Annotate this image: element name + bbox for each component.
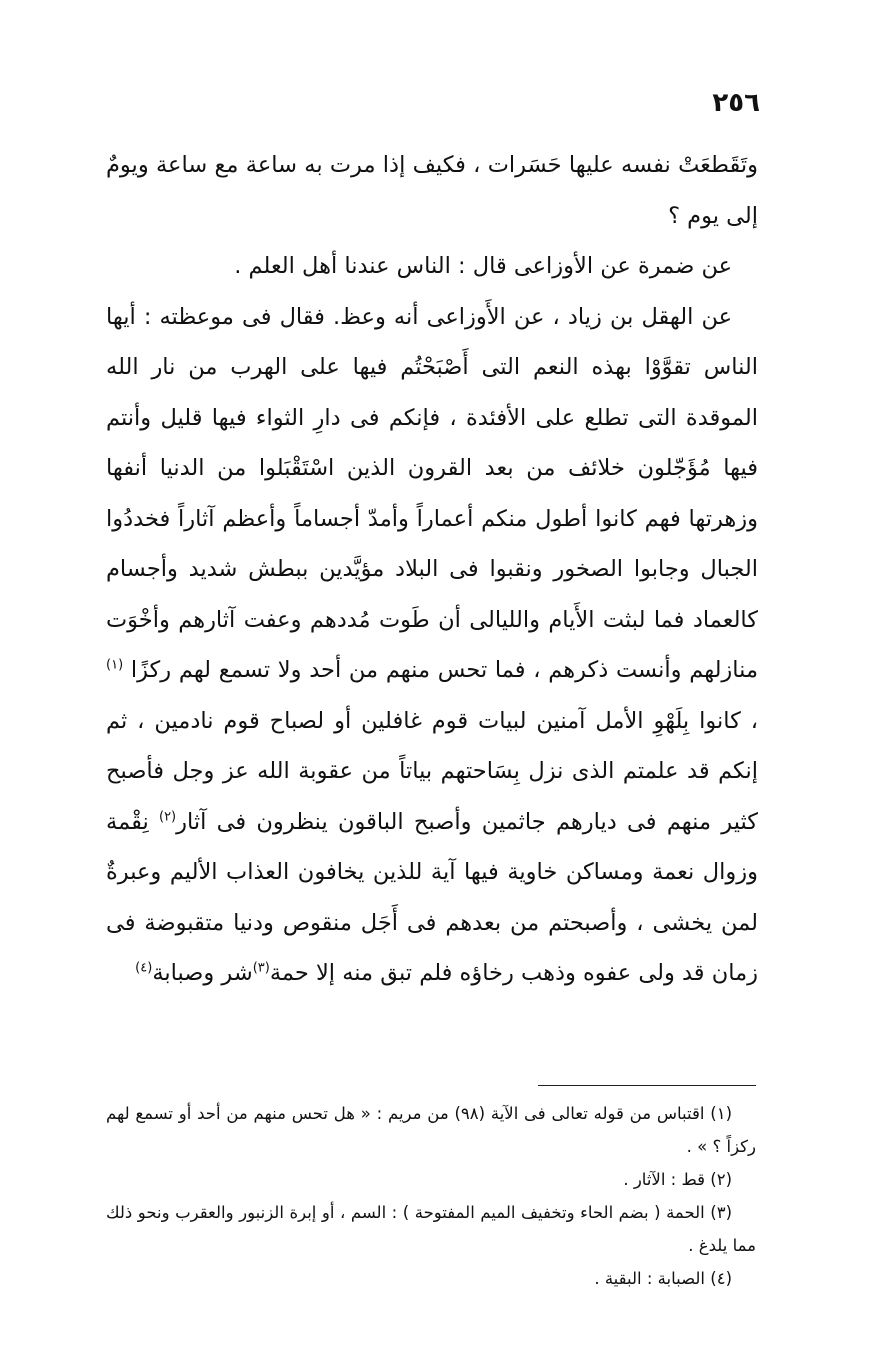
footnote-separator [538,1085,756,1086]
main-text [106,140,758,999]
footnote-ref: (٢) [158,809,177,824]
footnote-ref: (١) [106,657,124,673]
sermon-text: نِقْمة وزوال نعمة ومساكن خاوية فيها آية للذين يخافون العذاب الأليم وعبرةٌ لمن يخشى ، وأصبحتم من بعدهم فى أَجَل منقوص ودنيا متقبوضة فى زمان قد ولى عفوه وذهب رخاؤه فلم تبق منه إلا حمة [106,808,758,986]
sermon-text: عن الهقل بن زياد ، عن الأَوزاعى أنه وعظ. فقال فى موعظته : أيها الناس تقوَّوْا بهذه النعم التى أَصْبَحْتُم فيها على الهرب من نار الله الموقدة التى تطلع على الأفئدة ، فإنكم فى دارِ الثواء فيها قليل وأنتم فيها مُؤَجّلون خلائف من بعد القرون الذين اسْتَقْبَلوا من الدنيا أنفها وزهرتها فهم كانوا أطول منكم أعماراً وأمدّ أجساماً وأعظم آثاراً فخددُوا الجبال وجابوا الصخور ونقبوا فى البلاد مؤيَّدين ببطش شديد وأجسام كالعماد فما لبثت الأَيام والليالى أن طَوت مُددهم وعفت آثارهم وأخْوَت منازلهم وأنست ذكرهم ، فما تحس منهم من أحد ولا تسمع لهم ركزًا [106,303,758,683]
paragraph: عن ضمرة عن الأوزاعى قال : الناس عندنا أهل العلم . [234,253,732,279]
footnote: (٢) قط : الآثار . [623,1170,732,1189]
paragraph: وتَقَطعَتْ نفسه عليها حَسَرات ، فكيف إذا مرت به ساعة مع ساعة ويومٌ إلى يوم ؟ [106,152,758,229]
sermon-paragraph [106,292,758,999]
footnotes [106,1097,756,1295]
page-number: ٢٥٦ [712,88,760,118]
footnote: (١) اقتباس من قوله تعالى فى الآية (٩٨) من مريم : « هل تحس منهم من أحد أو تسمع لهم ركزاً ؟ » . [106,1104,756,1156]
footnote-ref: (٤) [135,960,153,976]
sermon-text: شر وصبابة [152,960,253,986]
footnote: (٣) الحمة ( بضم الحاء وتخفيف الميم المفتوحة ) : السم ، أو إبرة الزنبور والعقرب ونحو ذلك مما يلدغ . [106,1203,756,1255]
footnote-ref: (٣) [252,960,270,976]
footnote: (٤) الصبابة : البقية . [594,1269,732,1288]
sermon-text: ، كانوا بِلَهْوِ الأمل آمنين لبيات قوم غافلين أو لصباح قوم نادمين ، ثم إنكم قد علمتم الذى نزل بِسَاحتهم بياتاً من عقوبة الله عز وجل فأصبح كثير منهم فى ديارهم جاثمين وأصبح الباقون ينظرون فى آثار [106,707,758,835]
